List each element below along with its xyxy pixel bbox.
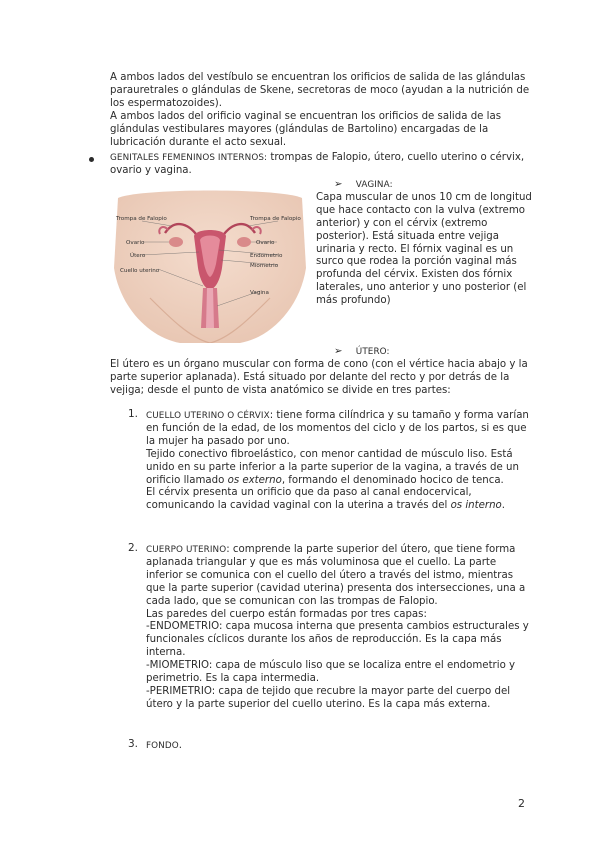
layer-miometrio: -MIOMETRIO: capa de músculo liso que se localiza entre el endometrio y perimetrio. Es la capa intermedia. [146,660,516,685]
arrow-bullet-icon: ➢ [334,179,343,190]
layer-perimetrio: -PERIMETRIO: capa de tejido que recubre la mayor parte del cuerpo del útero y la parte superior del cuello uterino. Es la capa más externa. [146,685,511,710]
anatomy-figure [110,188,310,343]
utero-title: ÚTERO: [355,347,390,357]
list-number-2: 2. [128,542,139,554]
item-heading-fondo: FONDO [146,741,179,751]
bullet-internos [110,152,530,178]
layer-endometrio: -ENDOMETRIO: capa mucosa interna que presenta cambios estructurales y funcionales cíclicos durante los años de reproducción. Es la capa más interna. [146,621,529,659]
label-ovario-izquierdo: Ovario [126,240,145,246]
label-endometrio: Endometrio [250,253,283,259]
intro-section [110,72,530,149]
label-miometrio: Miometrio [250,263,279,269]
item-fondo: FONDO. [146,740,183,751]
label-utero: Útero [130,253,146,259]
item-cuello-uterino: CUELLO UTERINO O CÉRVIX: tiene forma cilíndrica y su tamaño y forma varían en función de la edad, de los momentos del ciclo y de los partos, si es que la mujer ha pasado por uno. Tejido conectivo fibroelástico, con menor cantidad de músculo liso. Está unido en su parte inferior a la parte superior de la vagina, a través de un orificio llamado os externo, formando el denominado hocico de tenca. El cérvix presenta un orificio que da paso al canal endocervical, comunicando la cavidad vaginal con la uterina a través del os interno. [146,410,529,512]
term-os-externo: os externo [227,474,282,486]
layers-intro: Las paredes del cuerpo están formadas por tres capas: [146,608,427,620]
vagina-title: VAGINA: [355,180,393,190]
bullet-text: trompas de Falopio, útero, cuello uterino o cérvix, ovario y vagina. [110,152,525,176]
label-vagina: Vagina [250,290,269,296]
vagina-title-line [334,179,534,192]
vagina-description: Capa muscular de unos 10 cm de longitud que hace contacto con la vulva (extremo anterior) y con el cérvix (extremo posterior). Está situada entre vejiga urinaria y recto. El fórnix vaginal es un surco que rodea la porción vaginal más profunda del cérvix. Existen dos fórnix laterales, uno anterior y uno posterior (el más profundo) [316,191,532,307]
arrow-bullet-icon: ➢ [334,346,343,357]
bullet-heading: GENITALES FEMENINOS INTERNOS: [110,153,268,163]
page-number: 2 [518,797,525,810]
intro-paragraph-bartolino: A ambos lados del orificio vaginal se encuentran los orificios de salida de las glándulas vestibulares mayores (glándulas de Bartolino) encargadas de la lubricación durante el acto sexual. [110,110,502,148]
label-trompa-izquierda: Trompa de Falopio [116,216,167,222]
term-os-interno: os interno [450,500,502,512]
utero-description: El útero es un órgano muscular con forma de cono (con el vértice hacia abajo y la parte superior aplanada). Está situado por delante del recto y por detrás de la vejiga; desde el punto de vista anatómico se divide en tres partes: [110,359,528,396]
bullet-dot [89,157,94,162]
item-heading-cuerpo: CUERPO UTERINO [146,545,227,555]
utero-title-line [334,346,534,359]
label-cuello-uterino: Cuello uterino [120,268,160,274]
vagina-section [316,179,534,308]
label-ovario-derecho: Ovario [256,240,275,246]
list-number-1: 1. [128,408,139,420]
list-number-3: 3. [128,738,139,750]
item-heading-cuello: CUELLO UTERINO O CÉRVIX [146,411,270,421]
label-trompa-derecha: Trompa de Falopio [250,216,301,222]
female-internal-anatomy-illustration [110,188,310,343]
item-cuerpo-uterino: CUERPO UTERINO: comprende la parte superior del útero, que tiene forma aplanada triangular y que es más voluminosa que el cuello. La parte inferior se comunica con el cuello del útero a través del istmo, mientras que la parte superior (cavidad uterina) presenta dos intersecciones, una a cada lado, que se comunican con las trompas de Falopio. Las paredes del cuerpo están formadas por tres capas: -ENDOMETRIO: capa mucosa interna que presenta cambios estructurales y funcionales cíclicos durante los años de reproducción. Es la capa más interna. -MIOMETRIO: capa de músculo liso que se localiza entre el endometrio y perimetrio. Es la capa intermedia. -PERIMETRIO: capa de tejido que recubre la mayor parte del cuerpo del útero y la parte superior del cuello uterino. Es la capa más externa. [146,544,531,712]
intro-paragraph-skene: A ambos lados del vestíbulo se encuentran los orificios de salida de las glándulas parauretrales o glándulas de Skene, secretoras de moco (ayudan a la nutrición de los espermatozoides). [110,72,530,109]
